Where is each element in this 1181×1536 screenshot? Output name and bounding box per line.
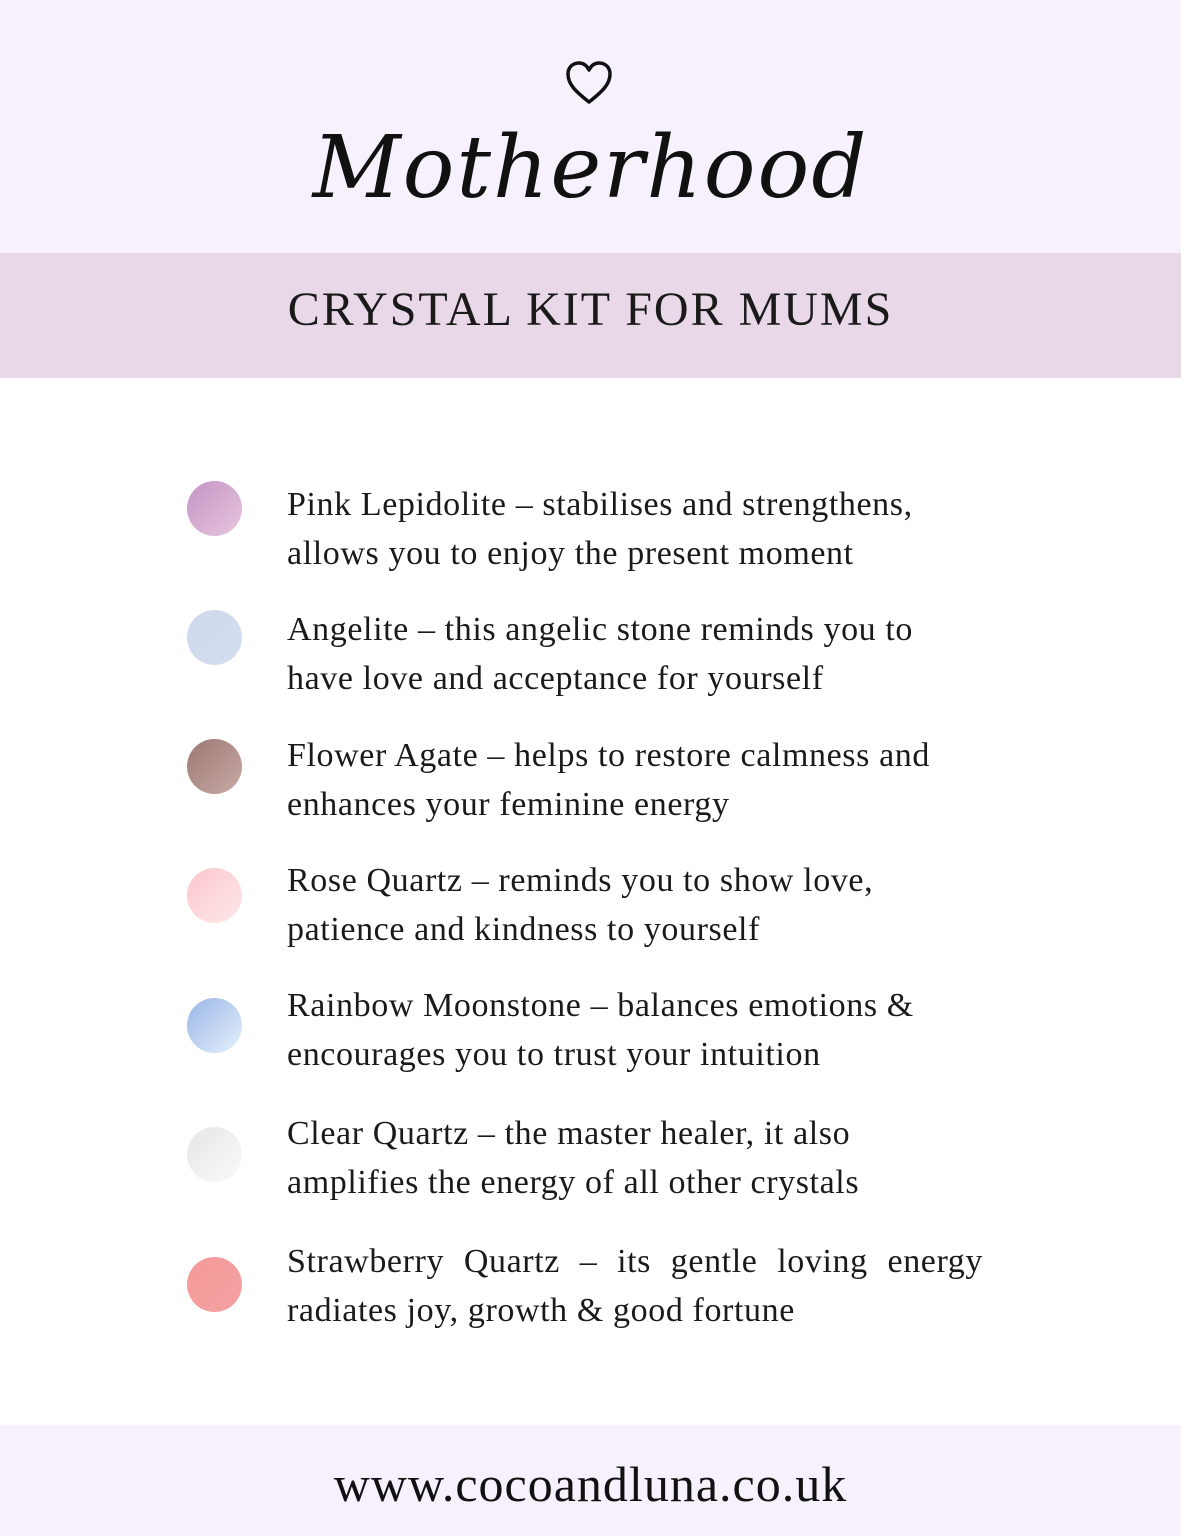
subtitle: CRYSTAL KIT FOR MUMS: [287, 283, 894, 336]
header: [0, 0, 1181, 253]
crystal-swatch-icon: [187, 868, 242, 923]
crystal-description: Rose Quartz – reminds you to show love, patience and kindness to yourself: [287, 862, 874, 948]
crystal-description: Pink Lepidolite – stabilises and strengthens, allows you to enjoy the present moment: [287, 486, 913, 572]
crystal-swatch-icon: [187, 610, 242, 665]
website-link[interactable]: www.cocoandluna.co.uk: [333, 1456, 848, 1512]
crystal-swatch-icon: [187, 998, 242, 1053]
crystal-description: Flower Agate – helps to restore calmness and enhances your feminine energy: [287, 737, 930, 823]
crystal-description: Rainbow Moonstone – balances emotions & encourages you to trust your intuition: [287, 987, 914, 1073]
crystal-swatch-icon: [187, 1257, 242, 1312]
crystal-swatch-icon: [187, 739, 242, 794]
crystal-swatch-icon: [187, 1127, 242, 1182]
page-title: Motherhood: [312, 118, 869, 218]
heart-outline-icon: [565, 60, 613, 106]
crystal-description: Angelite – this angelic stone reminds you to have love and acceptance for yourself: [287, 611, 914, 697]
crystal-description: Strawberry Quartz – its gentle loving energy radiates joy, growth & good fortune: [287, 1243, 983, 1329]
crystal-swatch-icon: [187, 481, 242, 536]
crystal-description: Clear Quartz – the master healer, it also amplifies the energy of all other crystals: [287, 1115, 860, 1201]
